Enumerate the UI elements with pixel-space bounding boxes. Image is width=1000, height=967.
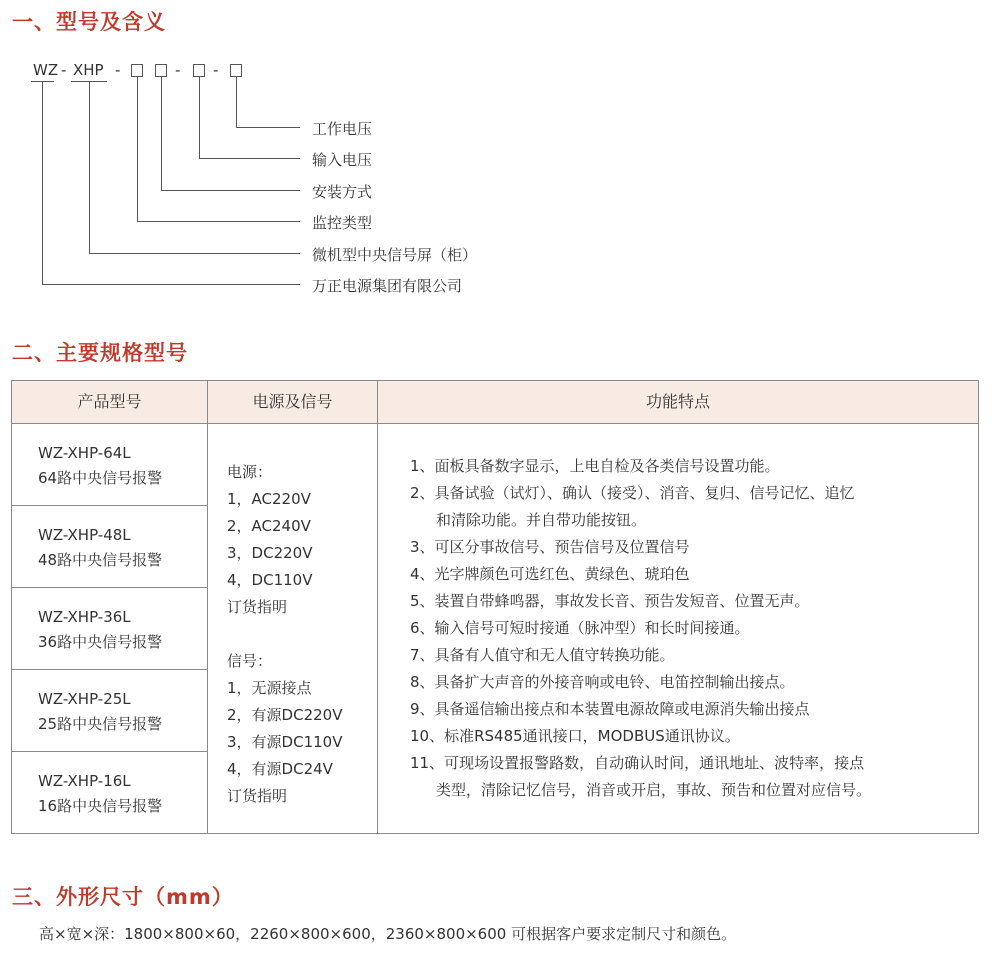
- leader-line-install-method: [161, 190, 300, 191]
- leader-line-monitor-type: [137, 77, 138, 221]
- model-code: WZ-XHP-25L: [38, 690, 131, 708]
- feature-item: 10、标准RS485通讯接口，MODBUS通讯协议。: [410, 727, 740, 745]
- meaning-install-method: 安装方式: [312, 183, 373, 201]
- model-code-diagram: [0, 50, 520, 310]
- power-line: 4，DC110V: [227, 571, 313, 589]
- model-desc: 25路中央信号报警: [38, 715, 163, 733]
- code-box-working-voltage: [230, 64, 242, 77]
- meaning-monitor-type: 监控类型: [312, 214, 373, 232]
- model-code: WZ-XHP-36L: [38, 608, 131, 626]
- leader-line-company: [42, 81, 43, 284]
- features-cell: [410, 453, 871, 804]
- code-box-input-voltage: [193, 64, 205, 77]
- code-dash: -: [213, 61, 219, 79]
- model-desc: 36路中央信号报警: [38, 633, 163, 651]
- feature-item: 1、面板具备数字显示，上电自检及各类信号设置功能。: [410, 457, 780, 475]
- table-header-features: 功能特点: [645, 392, 710, 411]
- signal-line: 3，有源DC110V: [227, 733, 343, 751]
- code-part-xhp: XHP: [73, 61, 104, 79]
- model-code: WZ-XHP-64L: [38, 444, 131, 462]
- meaning-working-voltage: 工作电压: [312, 120, 373, 138]
- spec-table: [11, 380, 979, 834]
- table-row: [12, 588, 207, 670]
- leader-line-working-voltage: [236, 127, 300, 128]
- table-header-model: 产品型号: [77, 392, 142, 411]
- signal-line: 订货指明: [227, 787, 288, 805]
- feature-item-continued: 类型，清除记忆信号，消音或开启，事故、预告和位置对应信号。: [436, 781, 872, 799]
- table-row: [12, 424, 207, 506]
- section-title-model-meaning: 一、型号及含义: [12, 10, 166, 34]
- section-title-specs: 二、主要规格型号: [12, 341, 188, 365]
- signal-line: 2，有源DC220V: [227, 706, 343, 724]
- model-code: WZ-XHP-16L: [38, 772, 131, 790]
- feature-item: 7、具备有人值守和无人值守转换功能。: [410, 646, 675, 664]
- power-line: 订货指明: [227, 598, 288, 616]
- meaning-company: 万正电源集团有限公司: [312, 277, 463, 295]
- model-desc: 16路中央信号报警: [38, 797, 163, 815]
- signal-line: 4，有源DC24V: [227, 760, 333, 778]
- meaning-input-voltage: 输入电压: [312, 151, 373, 169]
- feature-item: 5、装置自带蜂鸣器，事故发长音、预告发短音、位置无声。: [410, 592, 810, 610]
- model-column: [12, 424, 207, 833]
- column-divider: [377, 381, 378, 833]
- model-desc: 48路中央信号报警: [38, 551, 163, 569]
- power-line-spacer: [227, 621, 342, 648]
- leader-line-panel-type: [89, 253, 300, 254]
- feature-item-continued: 和清除功能。并自带功能按钮。: [436, 511, 647, 529]
- power-line: 3，DC220V: [227, 544, 313, 562]
- section-title-dimensions: 三、外形尺寸（mm）: [12, 885, 234, 909]
- column-divider: [207, 381, 208, 833]
- table-row: [12, 506, 207, 588]
- code-dash: -: [175, 61, 181, 79]
- power-line: 电源：: [227, 463, 273, 481]
- table-row: [12, 752, 207, 833]
- code-box-monitor-type: [131, 64, 143, 77]
- code-dash: -: [115, 61, 121, 79]
- code-part-wz: WZ: [33, 61, 59, 79]
- feature-item: 9、具备遥信输出接点和本装置电源故障或电源消失输出接点: [410, 700, 810, 718]
- leader-line-panel-type: [89, 81, 90, 253]
- feature-item: 4、光字牌颜色可选红色、黄绿色、琥珀色: [410, 565, 690, 583]
- power-line: 2，AC240V: [227, 517, 311, 535]
- leader-line-working-voltage: [236, 77, 237, 127]
- leader-line-input-voltage: [199, 158, 300, 159]
- meaning-panel-type: 微机型中央信号屏（柜）: [312, 246, 478, 264]
- leader-line-company: [42, 284, 300, 285]
- code-dash: -: [61, 61, 67, 79]
- feature-item: 6、输入信号可短时接通（脉冲型）和长时间接通。: [410, 619, 750, 637]
- model-code: WZ-XHP-48L: [38, 526, 131, 544]
- model-desc: 64路中央信号报警: [38, 469, 163, 487]
- feature-item: 8、具备扩大声音的外接音响或电铃、电笛控制输出接点。: [410, 673, 795, 691]
- table-header-row: [12, 381, 978, 424]
- power-signal-cell: [227, 459, 342, 810]
- power-line: 1，AC220V: [227, 490, 311, 508]
- leader-line-input-voltage: [199, 77, 200, 158]
- signal-line: 信号：: [227, 652, 273, 670]
- leader-line-monitor-type: [137, 221, 300, 222]
- dimensions-text: 高×宽×深：1800×800×60，2260×800×600，2360×800×600 可根据客户要求定制尺寸和颜色。: [39, 925, 737, 943]
- feature-item: 11、可现场设置报警路数，自动确认时间，通讯地址、波特率，接点: [410, 754, 865, 772]
- table-header-power: 电源及信号: [252, 392, 333, 411]
- feature-item: 3、可区分事故信号、预告信号及位置信号: [410, 538, 690, 556]
- feature-item: 2、具备试验（试灯）、确认（接受）、消音、复归、信号记忆、追忆: [410, 484, 855, 502]
- leader-line-install-method: [161, 77, 162, 190]
- code-box-install-method: [155, 64, 167, 77]
- table-row: [12, 670, 207, 752]
- signal-line: 1，无源接点: [227, 679, 312, 697]
